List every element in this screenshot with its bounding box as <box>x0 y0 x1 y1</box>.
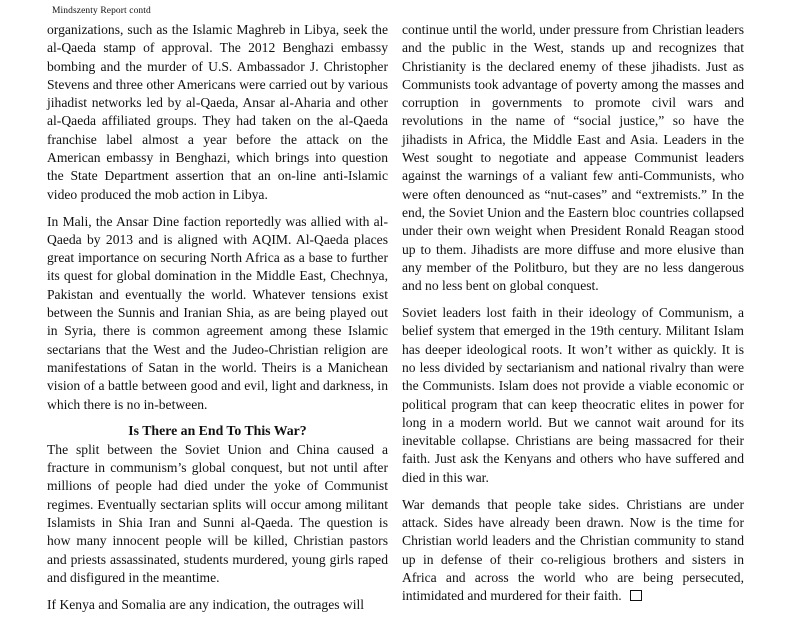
end-of-article-icon <box>630 590 642 601</box>
left-paragraph-1: organizations, such as the Islamic Maghreb in Libya, seek the al-Qaeda stamp of approval. The 2012 Benghazi embassy bombing and the murder of U.S. Ambassador J. Christopher Stevens and three other Americans were carried out by various jihadist networks led by al-Qaeda, Ansar al-Aharia and other al-Qaeda affiliated groups. They had taken on the al-Qaeda franchise label almost a year before the attack on the American embassy in Benghazi, which brings into question the State Department assertion that an on-line anti-Islamic video produced the mob action in Libya. <box>47 22 388 202</box>
right-column <box>402 21 744 605</box>
right-paragraph-2: Soviet leaders lost faith in their ideology of Communism, a belief system that emerged in the 19th century. Militant Islam has deeper ideological roots. It won’t wither as quickly. It is no less divided by sectarianism and national rivalry than were the Communists. Islam does not provide a viable economic or political program that can keep theocratic elites in power for long in a modern world. But we cannot wait around for its inevitable collapse. Christians are being massacred for their faith. Just ask the Kenyans and others who have suffered and died in this war. <box>402 305 744 485</box>
left-paragraph-4: If Kenya and Somalia are any indication, the outrages will <box>47 596 365 612</box>
running-head: Mindszenty Report contd <box>52 6 151 16</box>
right-paragraph-3-text: War demands that people take sides. Christians are under attack. Sides have already been drawn. Now is the time for Christian world leaders and the Christian community to stand up in defense of their co-religious brothers and sisters in Africa and across the world who are being persecuted, intimidated and murdered for their faith. <box>402 496 744 604</box>
right-paragraph-3 <box>402 496 744 606</box>
left-paragraph-2: In Mali, the Ansar Dine faction reportedly was allied with al-Qaeda by 2013 and is aligned with AQIM. Al-Qaeda places great importance on securing North Africa as a base to further its quest for global domination in the Middle East, Chechnya, Pakistan and eventually the world. Whatever tensions exist between the Sunnis and Iranian Shia, as are being played out in Syria, there is common agreement among these Islamic sectarians that the West and the Judeo-Christian religion are manifestations of Satan in the world. Theirs is a Manichean vision of a battle between good and evil, light and darkness, in which there is no in-between. <box>47 213 388 412</box>
right-paragraph-1: continue until the world, under pressure from Christian leaders and the public in the West, stands up and recognizes that Christianity is the declared enemy of these jihadists. Just as Communists took advantage of poverty among the masses and corruption in governments to promote civil wars and revolutions in the name of “social justice,” so have the jihadists in Africa, the Middle East and Asia. Leaders in the West sought to negotiate and appease Communist leaders against the warnings of a valiant few anti-Communists, who were often denounced as “nut-cases” and “extremists.” In the end, the Soviet Union and the Eastern bloc countries collapsed under their own weight when President Ronald Reagan stood up to them. Jihadists are more diffuse and more elusive than any member of the Politburo, but they are no less dangerous and no less bent on global conquest. <box>402 22 744 294</box>
left-column <box>47 21 388 614</box>
section-subheading: Is There an End To This War? <box>128 423 307 439</box>
left-paragraph-3: The split between the Soviet Union and China caused a fracture in communism’s global conquest, but not until after millions of people had died under the yoke of Communist regimes. Eventually sectarian splits will occur among militant Islamists in Shia Iran and Sunni al-Qaeda. The question is how many innocent people will be killed, Christian pastors and priests assassinated, students murdered, young girls raped and disfigured in the meantime. <box>47 441 388 585</box>
